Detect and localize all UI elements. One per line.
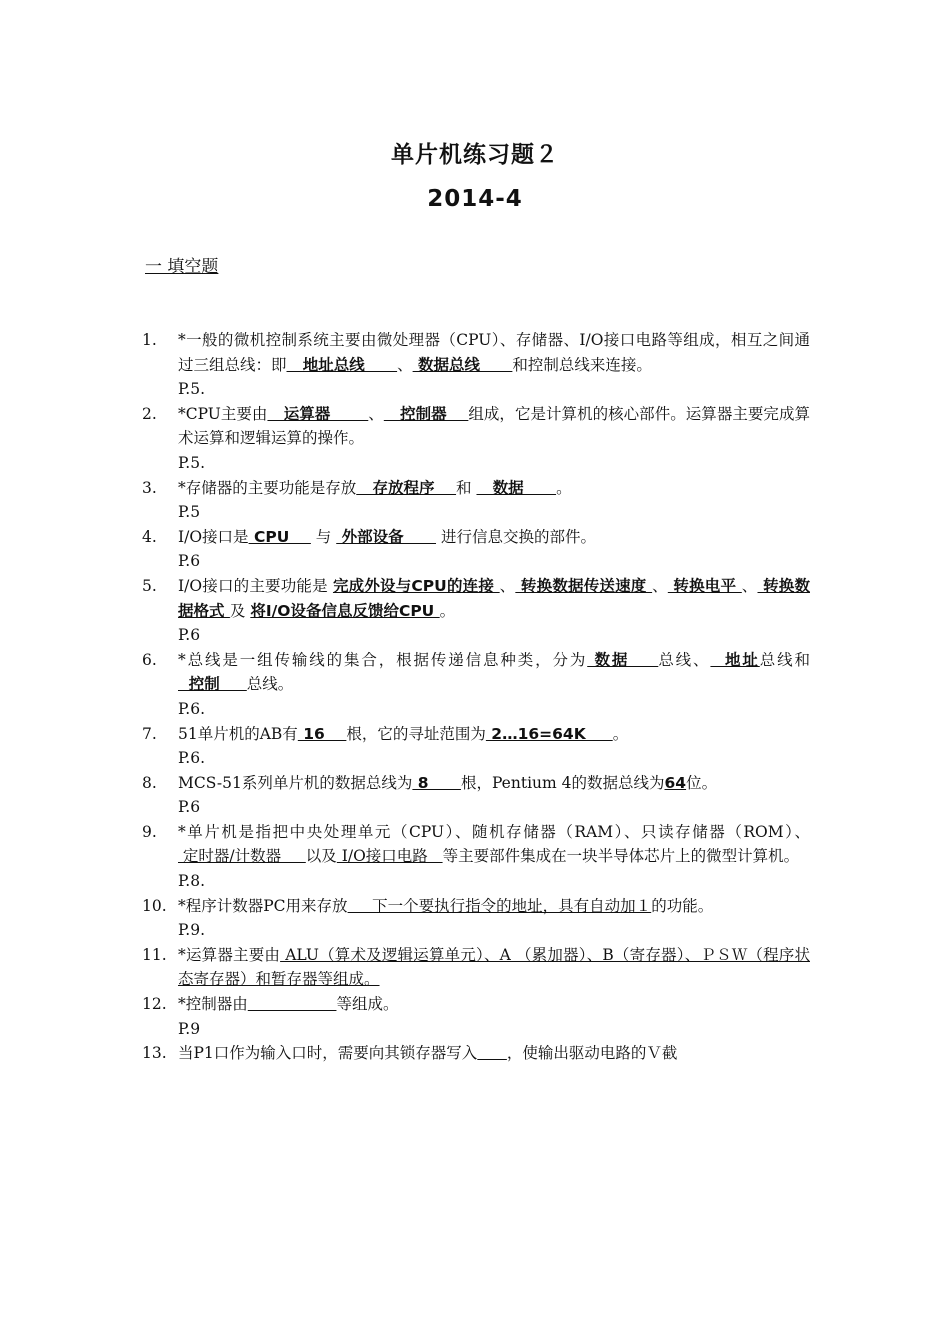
question-text: *存储器的主要功能是存放	[178, 478, 357, 497]
question-number: 11.	[142, 945, 167, 964]
question-text: 等组成。	[336, 995, 399, 1014]
question-text: 、	[397, 355, 413, 374]
question-text: 的功能。	[651, 896, 714, 915]
question-text: 和控制总线来连接。	[512, 355, 652, 374]
answer-blank: 控制器	[383, 404, 469, 423]
answer-blank: I/O接口电路	[336, 847, 443, 866]
question-item	[142, 476, 810, 501]
question-item	[142, 992, 810, 1017]
answer-blank: 转换数据格式	[178, 576, 810, 620]
answer-blank: 数据	[587, 650, 659, 669]
question-text: 组成，它是计算机的核心部件。运算器主要完成算术运算和逻辑运算的操作。	[178, 404, 810, 448]
answer-blank: 转换数据传送速度	[515, 576, 653, 595]
page-reference: P.6	[178, 798, 201, 817]
answer-blank: 数据总线	[412, 355, 513, 374]
answer-blank: CPU	[248, 527, 311, 546]
document-title: 单片机练习题２	[391, 142, 559, 168]
question-text: 51单片机的AB有	[178, 724, 298, 743]
question-text: 等主要部件集成在一块半导体芯片上的微型计算机。	[442, 847, 800, 866]
question-text: 。	[612, 724, 629, 743]
question-number: 3.	[142, 478, 157, 497]
answer-blank: 64	[664, 773, 687, 792]
question-number: 12.	[142, 995, 167, 1014]
question-number: 1.	[142, 331, 157, 349]
question-text: 当P1口作为输入口时，需要向其锁存器写入	[178, 1044, 478, 1063]
question-text: I/O接口的主要功能是	[178, 576, 333, 595]
answer-blank: 8	[412, 773, 461, 792]
answer-blank: 外部设备	[336, 527, 437, 546]
question-text: 位。	[686, 773, 718, 792]
question-text: 、	[741, 576, 758, 595]
question-text: *控制器由	[178, 995, 248, 1014]
answer-blank	[248, 995, 337, 1013]
document-date: 2014-4	[427, 186, 523, 212]
answer-blank: 完成外设与CPU的连接	[332, 576, 500, 595]
answer-blank: 转换电平	[667, 576, 742, 595]
page-reference: P.6	[178, 552, 201, 571]
page-reference: P.5	[178, 503, 201, 522]
answer-blank: 2…16=64K	[485, 724, 613, 743]
answer-blank: 地址总线	[286, 355, 398, 374]
question-text: 根，它的寻址范围为	[346, 724, 486, 743]
section-heading: 一 填空题	[145, 257, 219, 277]
answer-blank: 运算器	[267, 404, 369, 423]
page-reference: P.5.	[178, 453, 206, 472]
question-text: *总线是一组传输线的集合，根据传递信息种类，分为	[178, 650, 588, 669]
question-text: 。	[556, 478, 572, 497]
answer-blank: 16	[297, 724, 347, 743]
question-list	[142, 328, 810, 1066]
question-number: 2.	[142, 404, 157, 423]
page-reference: P.9	[178, 1019, 201, 1038]
page-reference: P.6.	[178, 749, 206, 768]
question-text: I/O接口是	[178, 527, 249, 546]
question-number: 8.	[142, 773, 157, 792]
question-text: 总线。	[246, 675, 294, 694]
question-number: 5.	[142, 576, 157, 595]
question-text: 和	[456, 478, 477, 497]
question-text: 总线和	[759, 650, 810, 669]
question-item	[142, 402, 810, 451]
question-text: *运算器主要由	[178, 945, 281, 964]
question-text: ，使输出驱动电路的Ｖ截	[506, 1044, 678, 1063]
question-item	[142, 525, 810, 550]
question-text: MCS-51系列单片机的数据总线为	[178, 773, 413, 792]
page-reference: P.6	[178, 626, 201, 645]
answer-blank: 下一个要执行指令的地址，具有自动加１	[347, 896, 652, 915]
question-number: 6.	[142, 650, 157, 669]
question-item	[142, 1041, 810, 1066]
question-text: 、	[652, 576, 668, 595]
question-text: *单片机是指把中央处理单元（CPU）、随机存储器（RAM）、只读存储器（ROM）、	[178, 822, 810, 841]
question-item	[142, 722, 810, 747]
page-reference: P.9.	[178, 921, 206, 940]
question-text: *CPU主要由	[178, 404, 268, 423]
question-text: 与	[310, 527, 337, 546]
question-text: 根，Pentium 4的数据总线为	[460, 773, 665, 792]
question-text: *程序计数器PC用来存放	[178, 896, 348, 915]
question-item	[142, 771, 810, 796]
page-reference: P.8.	[178, 872, 206, 891]
question-number: 4.	[142, 527, 157, 546]
answer-blank: 地址	[710, 650, 760, 669]
question-text: 总线、	[658, 650, 711, 669]
question-text: 、	[368, 404, 384, 423]
question-text: 以及	[305, 847, 337, 866]
page-reference: P.5.	[178, 380, 206, 399]
question-item	[142, 574, 810, 623]
page-reference: P.6.	[178, 699, 206, 718]
question-item	[142, 648, 810, 697]
answer-blank: 控制	[178, 675, 247, 694]
answer-blank: ALU（算术及逻辑运算单元）、A （累加器）、B（寄存器）、ＰＳＷ（程序状态寄存器）和暂存器等组成。	[178, 945, 810, 989]
question-text: *一般的微机控制系统主要由微处理器（CPU）、存储器、I/O接口电路等组成，相互之间通过三组总线：即	[178, 331, 810, 374]
question-item	[142, 820, 810, 869]
answer-blank: 定时器/计数器	[178, 847, 306, 866]
question-number: 7.	[142, 724, 157, 743]
question-item	[142, 894, 810, 919]
question-item	[142, 943, 810, 992]
answer-blank: 将I/O设备信息反馈给CPU	[250, 601, 440, 620]
question-text: 及	[229, 601, 251, 620]
question-text: 。	[439, 601, 456, 620]
question-text: 、	[499, 576, 516, 595]
answer-blank	[477, 1044, 507, 1062]
question-text: 进行信息交换的部件。	[436, 527, 596, 546]
answer-blank: 存放程序	[356, 478, 457, 497]
question-number: 13.	[142, 1044, 167, 1063]
question-number: 10.	[142, 896, 167, 915]
question-item	[142, 328, 810, 377]
question-number: 9.	[142, 822, 157, 841]
answer-blank: 数据	[476, 478, 557, 497]
